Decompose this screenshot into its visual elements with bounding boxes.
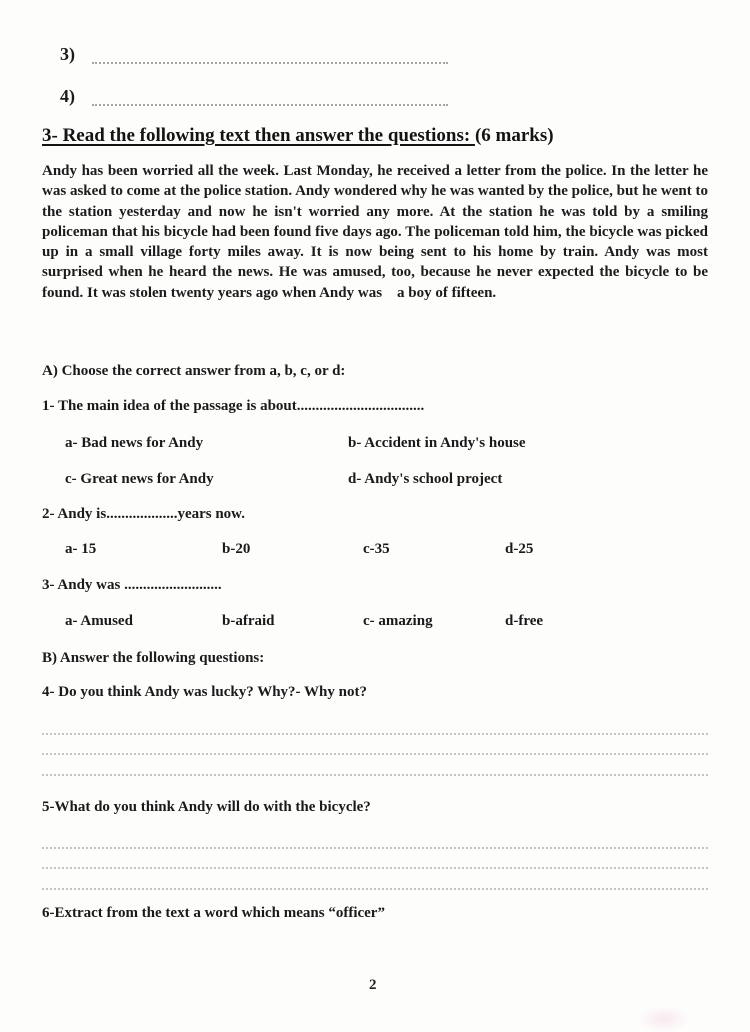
- q2-option-b: b-20: [222, 541, 251, 557]
- scan-smudge: [638, 1006, 690, 1032]
- question-1-stem: 1- The main idea of the passage is about..................................: [42, 398, 425, 414]
- q4-answer-line-3: [42, 774, 708, 776]
- part-a-heading: A) Choose the correct answer from a, b, c, or d:: [42, 363, 346, 379]
- reading-passage: Andy has been worried all the week. Last Monday, he received a letter from the police. In the letter he was asked to come at the police station. Andy wondered why he was wanted by the police, but he went to the station yesterday and now he isn't worried any more. At the station he was told by a smiling policeman that his bicycle had been found five days ago. The policeman told him, the bicycle was picked up in a small village forty miles away. It is now being sent to his home by train. Andy was most surprised when he heard the news. He was amused, too, because he never expected the bicycle to be found. It was stolen twenty years ago when Andy was a boy of fifteen.: [42, 163, 712, 301]
- question-6: 6-Extract from the text a word which means “officer”: [42, 905, 385, 921]
- q1-option-d: d- Andy's school project: [348, 471, 503, 487]
- q3-option-b: b-afraid: [222, 613, 275, 629]
- q1-option-b: b- Accident in Andy's house: [348, 435, 526, 451]
- section-3-marks: (6 marks): [474, 125, 554, 146]
- q3-option-c: c- amazing: [363, 613, 433, 629]
- q4-answer-line-1: [42, 733, 708, 735]
- section-3-title: 3- Read the following text then answer the questions:: [42, 125, 475, 146]
- page-number: 2: [369, 977, 377, 993]
- q2-option-c: c-35: [363, 541, 390, 557]
- q3-option-a: a- Amused: [65, 613, 133, 629]
- q1-option-a: a- Bad news for Andy: [65, 435, 204, 451]
- question-5: 5-What do you think Andy will do with the bicycle?: [42, 799, 371, 815]
- question-2-stem: 2- Andy is...................years now.: [42, 506, 245, 522]
- q3-option-d: d-free: [505, 613, 544, 629]
- q5-answer-line-1: [42, 847, 708, 849]
- fill-item-3-label: 3): [60, 44, 75, 64]
- q4-answer-line-2: [42, 753, 708, 755]
- q2-option-d: d-25: [505, 541, 534, 557]
- q1-option-c: c- Great news for Andy: [65, 471, 214, 487]
- q2-option-a: a- 15: [65, 541, 97, 557]
- q5-answer-line-3: [42, 888, 708, 890]
- fill-item-4-label: 4): [60, 86, 75, 106]
- question-4: 4- Do you think Andy was lucky? Why?- Why not?: [42, 684, 367, 700]
- section-3-heading: [42, 125, 554, 147]
- fill-item-3-answer-line: [92, 62, 448, 64]
- part-b-heading: B) Answer the following questions:: [42, 650, 265, 666]
- fill-item-4-answer-line: [92, 104, 448, 106]
- q5-answer-line-2: [42, 867, 708, 869]
- question-3-stem: 3- Andy was ..........................: [42, 577, 222, 593]
